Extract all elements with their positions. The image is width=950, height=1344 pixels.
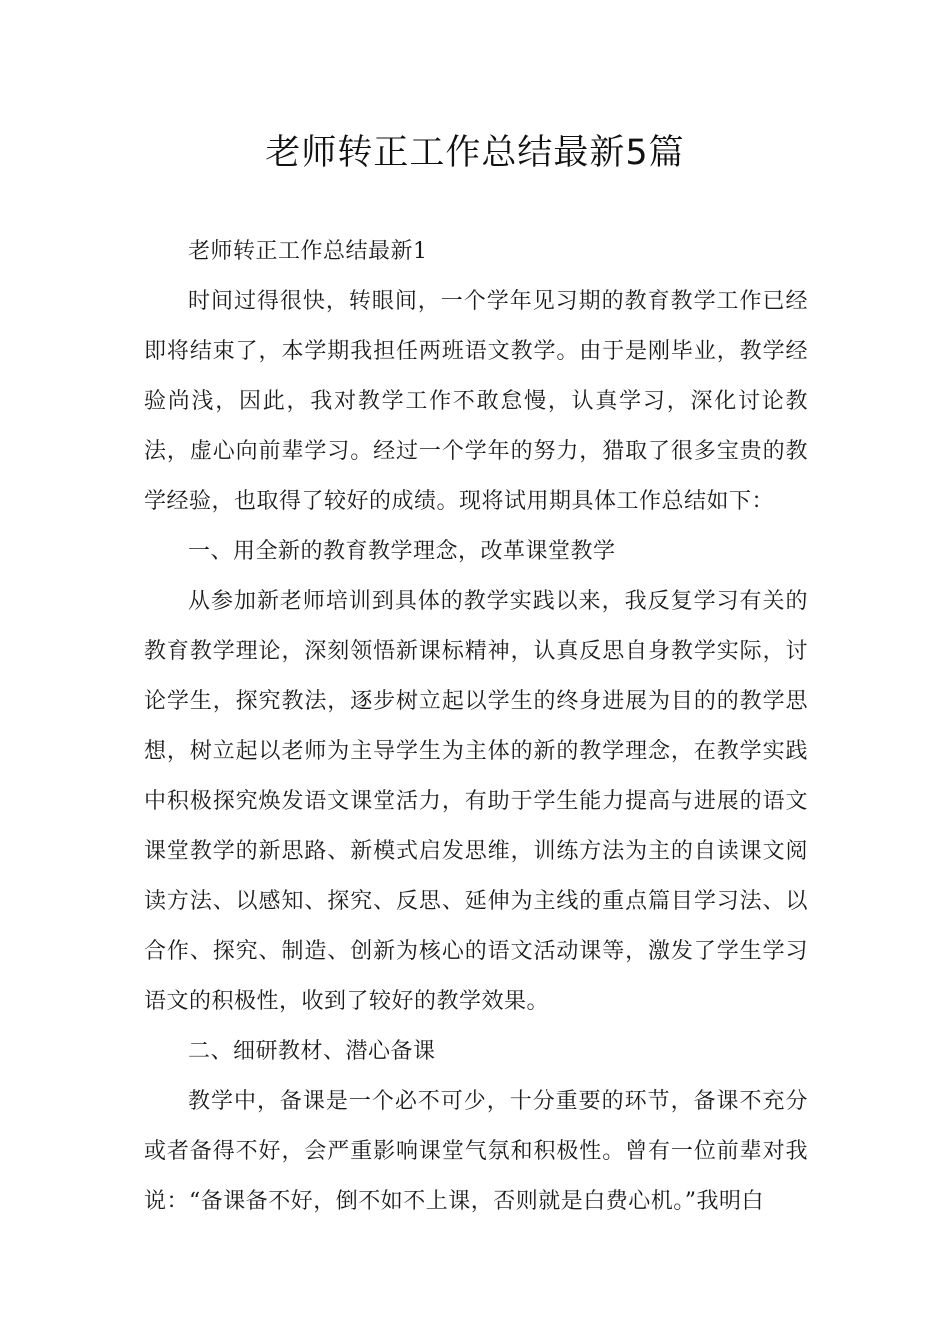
paragraph: 教学中，备课是一个必不可少，十分重要的环节，备课不充分或者备得不好，会严重影响课堂气氛和积极性。曾有一位前辈对我说：“备课备不好，倒不如不上课，否则就是白费心机。”我明白 bbox=[144, 1089, 808, 1214]
section-heading: 老师转正工作总结最新1 bbox=[188, 239, 428, 264]
paragraph: 从参加新老师培训到具体的教学实践以来，我反复学习有关的教育教学理论，深刻领悟新课标精神，认真反思自身教学实际，讨论学生，探究教法，逐步树立起以学生的终身进展为目的的教学思想，树立起以老师为主导学生为主体的新的教学理念，在教学实践中积极探究焕发语文课堂活力，有助于学生能力提高与进展的语文课堂教学的新思路、新模式启发思维，训练方法为主的自读课文阅读方法、以感知、探究、反思、延伸为主线的重点篇目学习法、以合作、探究、制造、创新为核心的语文活动课等，激发了学生学习语文的积极性，收到了较好的教学效果。 bbox=[144, 589, 808, 1014]
section-heading: 一、用全新的教育教学理念，改革课堂教学 bbox=[188, 539, 616, 564]
paragraph: 时间过得很快，转眼间，一个学年见习期的教育教学工作已经即将结束了，本学期我担任两班语文教学。由于是刚毕业，教学经验尚浅，因此，我对教学工作不敢怠慢，认真学习，深化讨论教法，虚心向前辈学习。经过一个学年的努力，猎取了很多宝贵的教学经验，也取得了较好的成绩。现将试用期具体工作总结如下： bbox=[144, 289, 808, 514]
section-heading: 二、细研教材、潜心备课 bbox=[188, 1039, 436, 1064]
document-body bbox=[144, 227, 808, 1227]
document-title: 老师转正工作总结最新5篇 bbox=[265, 133, 685, 173]
